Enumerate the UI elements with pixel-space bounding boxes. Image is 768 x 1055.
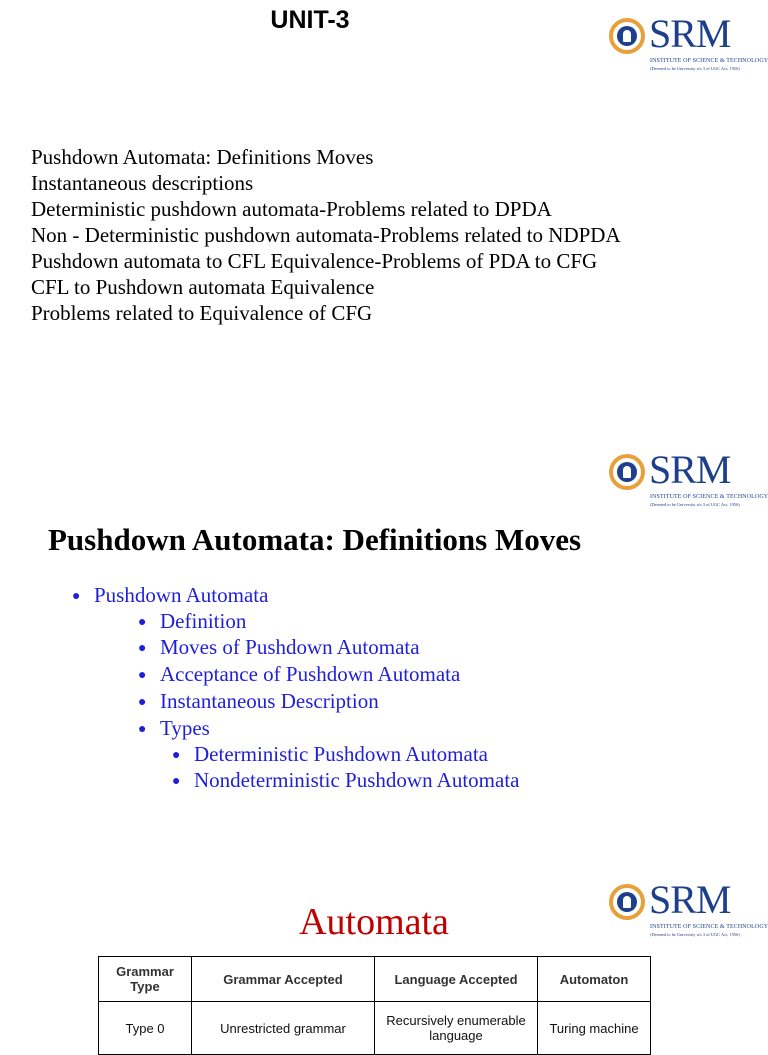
srm-logo [609, 447, 768, 516]
topic-list [31, 144, 621, 326]
bullet-item [138, 688, 379, 716]
header-grammar-accepted: Grammar Accepted [192, 957, 375, 1002]
bullet-dot-icon: ● [72, 589, 81, 604]
srm-emblem-icon [609, 454, 645, 490]
topic-item: Pushdown Automata: Definitions Moves [31, 145, 374, 169]
bullet-item [172, 767, 519, 795]
bullet-item [72, 582, 268, 610]
unit-title: UNIT-3 [270, 6, 350, 34]
slide-pda-definitions [0, 430, 768, 850]
bullet-dot-icon: ● [172, 774, 181, 789]
bullet-text: Acceptance of Pushdown Automata [160, 662, 461, 686]
bullet-item [138, 661, 460, 689]
bullet-dot-icon: ● [138, 722, 147, 737]
bullet-text: Deterministic Pushdown Automata [194, 742, 488, 766]
bullet-dot-icon: ● [138, 641, 147, 656]
topic-item: Deterministic pushdown automata-Problems related to DPDA [31, 197, 552, 221]
srm-logo-tagline: (Deemed to be University u/s 3 of UGC Act, 1956) [650, 502, 740, 507]
header-language-accepted: Language Accepted [375, 957, 538, 1002]
topic-item: Non - Deterministic pushdown automata-Problems related to NDPDA [31, 223, 621, 247]
bullet-text: Types [160, 716, 210, 740]
srm-logo [609, 11, 768, 80]
srm-logo-subtitle: INSTITUTE OF SCIENCE & TECHNOLOGY [650, 924, 768, 930]
srm-logo-tagline: (Deemed to be University u/s 3 of UGC Act, 1956) [650, 932, 740, 937]
srm-logo-text: SRM [649, 877, 731, 922]
bullet-dot-icon: ● [172, 748, 181, 763]
header-grammar-type: Grammar Type [99, 957, 192, 1002]
table-cell: Recursively enumerable language [375, 1002, 538, 1055]
bullet-text: Pushdown Automata [94, 583, 269, 607]
srm-logo-subtitle: INSTITUTE OF SCIENCE & TECHNOLOGY [650, 494, 768, 500]
bullet-text: Definition [160, 609, 247, 633]
table-cell: Unrestricted grammar [192, 1002, 375, 1055]
srm-logo-text: SRM [649, 11, 731, 56]
table-header-row [99, 957, 651, 1002]
srm-logo-subtitle: INSTITUTE OF SCIENCE & TECHNOLOGY [650, 58, 768, 64]
srm-logo-tagline: (Deemed to be University u/s 3 of UGC Act, 1956) [650, 66, 740, 71]
bullet-dot-icon: ● [138, 668, 147, 683]
bullet-text: Nondeterministic Pushdown Automata [194, 768, 520, 792]
grammar-table [98, 956, 651, 1055]
bullet-text: Instantaneous Description [160, 689, 379, 713]
slide-title: Pushdown Automata: Definitions Moves [48, 522, 582, 557]
table-cell: Turing machine [538, 1002, 651, 1055]
slide-unit-overview [0, 0, 768, 420]
slide-title: Automata [299, 901, 449, 943]
slide-automata [0, 860, 768, 1043]
bullet-item [138, 608, 246, 636]
bullet-dot-icon: ● [138, 695, 147, 710]
bullet-item [138, 715, 210, 743]
table-cell: Type 0 [99, 1002, 192, 1055]
topic-item: Pushdown automata to CFL Equivalence-Problems of PDA to CFG [31, 249, 598, 273]
header-automaton: Automaton [538, 957, 651, 1002]
bullet-item [172, 741, 488, 769]
topic-item: Instantaneous descriptions [31, 171, 254, 195]
bullet-text: Moves of Pushdown Automata [160, 635, 420, 659]
srm-logo-text: SRM [649, 447, 731, 492]
table-row [99, 1002, 651, 1055]
bullet-item [138, 634, 420, 662]
topic-item: Problems related to Equivalence of CFG [31, 301, 373, 325]
bullet-dot-icon: ● [138, 615, 147, 630]
srm-emblem-icon [609, 18, 645, 54]
topic-item: CFL to Pushdown automata Equivalence [31, 275, 375, 299]
